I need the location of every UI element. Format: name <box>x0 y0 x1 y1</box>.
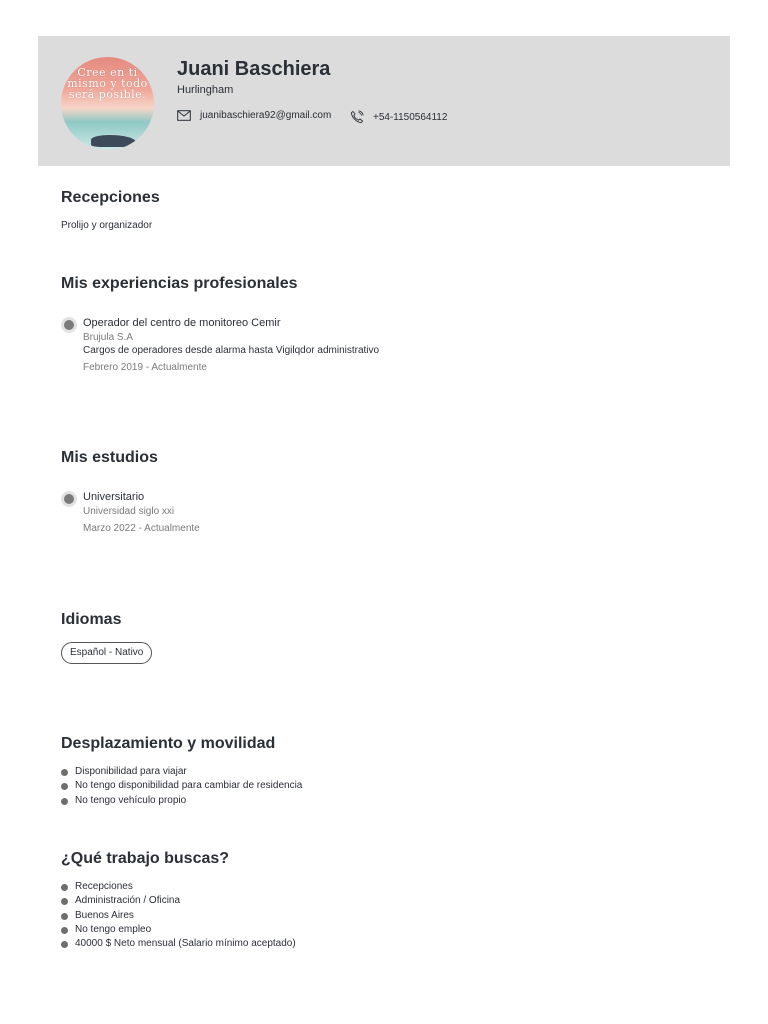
languages-title: Idiomas <box>61 611 122 628</box>
experience-company: Brujula S.A <box>83 332 134 343</box>
avatar <box>61 57 154 150</box>
list-item: Disponibilidad para viajar <box>61 765 302 779</box>
list-item: Buenos Aires <box>61 909 296 923</box>
list-item: 40000 $ Neto mensual (Salario mínimo aceptado) <box>61 937 296 951</box>
education-period: Marzo 2022 - Actualmente <box>83 523 200 534</box>
list-item: No tengo disponibilidad para cambiar de residencia <box>61 779 302 793</box>
experience-period: Febrero 2019 - Actualmente <box>83 362 207 373</box>
education-school: Universidad siglo xxi <box>83 506 175 517</box>
education-degree: Universitario <box>83 491 145 503</box>
job-search-title: ¿Qué trabajo buscas? <box>61 850 230 867</box>
list-item: Recepciones <box>61 880 296 894</box>
profile-header <box>38 36 730 166</box>
phone-text[interactable]: +54-1150564112 <box>373 111 448 123</box>
mobility-list <box>61 765 302 808</box>
email-text[interactable]: juanibaschiera92@gmail.com <box>200 110 332 121</box>
summary-text: Prolijo y organizador <box>61 220 153 231</box>
timeline-dot <box>64 494 74 504</box>
avatar-rock-shape <box>91 135 136 147</box>
mobility-title: Desplazamiento y movilidad <box>61 735 276 752</box>
mail-icon <box>177 110 191 121</box>
language-tag: Español - Nativo <box>61 642 152 664</box>
email-contact[interactable] <box>177 110 331 121</box>
experience-title: Mis experiencias profesionales <box>61 275 298 292</box>
phone-contact[interactable] <box>350 110 447 124</box>
list-item: No tengo vehículo propio <box>61 794 302 808</box>
job-search-list <box>61 880 296 951</box>
summary-title: Recepciones <box>61 189 160 206</box>
list-item: No tengo empleo <box>61 923 296 937</box>
phone-icon <box>350 110 364 124</box>
profile-city: Hurlingham <box>177 84 234 96</box>
education-title: Mis estudios <box>61 449 158 466</box>
experience-description: Cargos de operadores desde alarma hasta Vigilqdor administrativo <box>83 345 380 356</box>
profile-name: Juani Baschiera <box>177 58 331 80</box>
timeline-dot <box>64 320 74 330</box>
avatar-quote: Cree en ti mismo y todo será posible. <box>67 66 148 101</box>
experience-role: Operador del centro de monitoreo Cemir <box>83 317 281 329</box>
list-item: Administración / Oficina <box>61 894 296 908</box>
